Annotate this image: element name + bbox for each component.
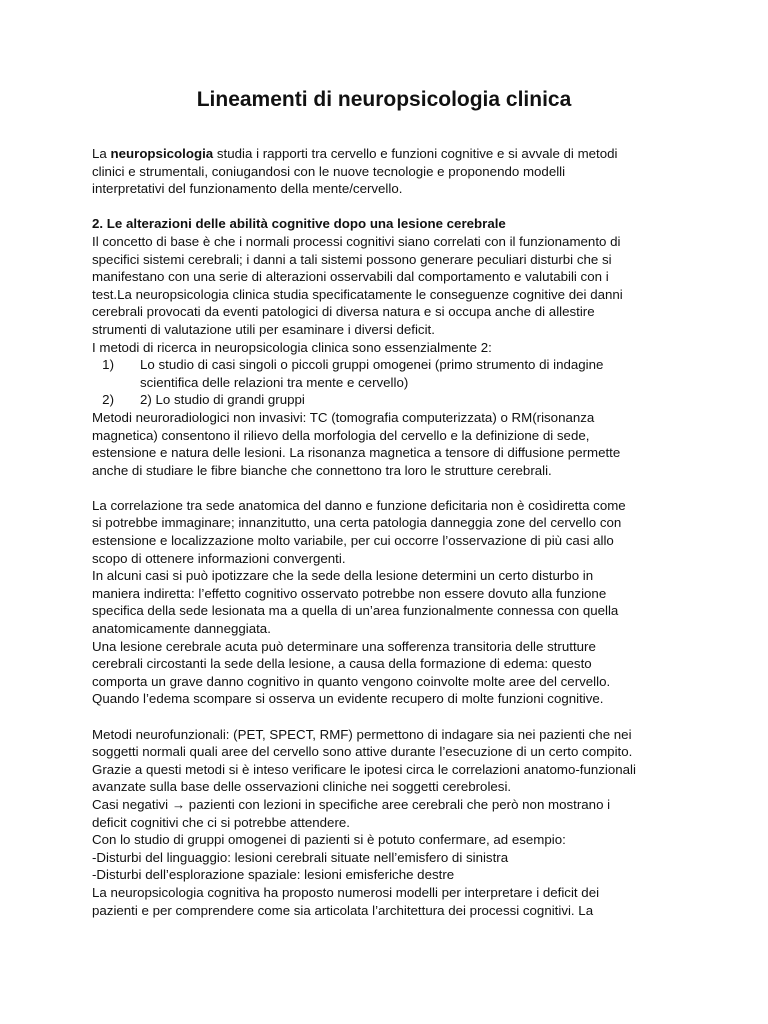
text-line: Metodi neuroradiologici non invasivi: TC (tomografia computerizzata) o RM(risonanza — [92, 409, 595, 425]
page-title: Lineamenti di neuropsicologia clinica — [196, 88, 572, 111]
text-line: -Disturbi del linguaggio: lesioni cerebrali situate nell’emisfero di sinistra — [92, 849, 509, 865]
list-item — [92, 356, 692, 374]
text-line: deficit cognitivi che ci si potrebbe attendere. — [92, 814, 350, 830]
paragraph-gap — [92, 708, 692, 726]
text-line: comporta un grave danno cognitivo in quanto vengono coinvolte molte aree del cervello. — [92, 673, 611, 689]
intro-paragraph — [92, 145, 692, 198]
neurofunctional-paragraph — [92, 726, 692, 920]
text-line: maniera indiretta: l’effetto cognitivo osservato potrebbe non essere dovuto alla funzione — [92, 585, 607, 601]
text-line: si potrebbe immaginare; innanzitutto, una certa patologia danneggia zone del cervello con — [92, 515, 622, 531]
list-number: 2) — [102, 392, 114, 408]
text-line: estensione e natura delle lesioni. La risonanza magnetica a tensore di diffusione permette — [92, 445, 621, 461]
text-line: Il concetto di base è che i normali processi cognitivi siano correlati con il funzionamento di — [92, 233, 621, 249]
text-line: interpretativi del funzionamento della mente/cervello. — [92, 181, 403, 197]
text-line: Casi negativi → pazienti con lezioni in specifiche aree cerebrali che però non mostrano i — [92, 796, 611, 812]
list-number: 1) — [102, 357, 114, 373]
text-line: manifestano con una serie di alterazioni osservabili dal comportamento e valutabili con i — [92, 269, 609, 285]
text-line: -Disturbi dell’esplorazione spaziale: lesioni emisferiche destre — [92, 867, 455, 883]
text-line: Metodi neurofunzionali: (PET, SPECT, RMF) permettono di indagare sia nei pazienti che nei — [92, 726, 632, 742]
paragraph-gap — [92, 479, 692, 497]
text-line: scopo di ottenere informazioni convergenti. — [92, 550, 346, 566]
methods-list — [92, 356, 692, 409]
text-line: La neuropsicologia studia i rapporti tra cervello e funzioni cognitive e si avvale di metodi — [92, 146, 618, 161]
list-item-continuation: scientifica delle relazioni tra mente e cervello) — [140, 374, 409, 390]
text-line: pazienti e per comprendere come sia articolata l’architettura dei processi cognitivi. La — [92, 902, 594, 918]
text-line: I metodi di ricerca in neuropsicologia clinica sono essenzialmente 2: — [92, 339, 492, 355]
text-line: Con lo studio di gruppi omogenei di pazienti si è potuto confermare, ad esempio: — [92, 832, 566, 848]
text-line: La correlazione tra sede anatomica del danno e funzione deficitaria non è cosìdiretta come — [92, 497, 626, 513]
text-line: strumenti di valutazione utili per esaminare i diversi deficit. — [92, 321, 435, 337]
text-line: specifica della sede lesionata ma a quella di un’area funzionalmente connessa con quella — [92, 603, 619, 619]
document-body — [92, 145, 692, 919]
text-line: specifici sistemi cerebrali; i danni a tali sistemi possono generare peculiari disturbi che si — [92, 251, 612, 267]
text-line: Una lesione cerebrale acuta può determinare una sofferenza transitoria delle strutture — [92, 638, 596, 654]
text-line: Quando l’edema scompare si osserva un evidente recupero di molte funzioni cognitive. — [92, 691, 604, 707]
section-2 — [92, 215, 692, 479]
text-line: estensione e localizzazione molto variabile, per cui occorre l’osservazione di più casi allo — [92, 533, 614, 549]
text-line: magnetica) consentono il rilievo della morfologia del cervello e la definizione di sede, — [92, 427, 590, 443]
list-item — [92, 391, 692, 409]
text-line: avanzate sulla base delle osservazioni cliniche nei soggetti cerebrolesi. — [92, 779, 512, 795]
text-line: clinici e strumentali, coniugandosi con le nuove tecnologie e proponendo modelli — [92, 163, 566, 179]
text-line: anatomicamente danneggiata. — [92, 621, 271, 637]
list-item-text: 2) Lo studio di grandi gruppi — [140, 392, 305, 408]
text-line: soggetti normali quali aree del cervello sono attive durante l’esecuzione di un certo compito. — [92, 744, 633, 760]
text-line: Grazie a questi metodi si è inteso verificare le ipotesi circa le correlazioni anatomo-funzionali — [92, 761, 636, 777]
text-line: In alcuni casi si può ipotizzare che la sede della lesione determini un certo disturbo in — [92, 568, 594, 584]
text-line: cerebrali provocati da eventi patologici di diversa natura e si occupa anche di allestire — [92, 304, 595, 320]
text-line: test.La neuropsicologia clinica studia specificatamente le conseguenze cognitive dei danni — [92, 286, 623, 302]
text-line: cerebrali circostanti la sede della lesione, a causa della formazione di edema: questo — [92, 656, 592, 672]
correlation-paragraph — [92, 497, 692, 708]
text-line: anche di studiare le fibre bianche che connettono tra loro le strutture cerebrali. — [92, 462, 552, 478]
bold-term: neuropsicologia — [110, 146, 214, 161]
text-line: La neuropsicologia cognitiva ha proposto numerosi modelli per interpretare i deficit dei — [92, 884, 600, 900]
list-item-text: Lo studio di casi singoli o piccoli gruppi omogenei (primo strumento di indagine — [140, 357, 604, 373]
section-heading: 2. Le alterazioni delle abilità cognitive dopo una lesione cerebrale — [92, 216, 506, 232]
paragraph-gap — [92, 198, 692, 216]
